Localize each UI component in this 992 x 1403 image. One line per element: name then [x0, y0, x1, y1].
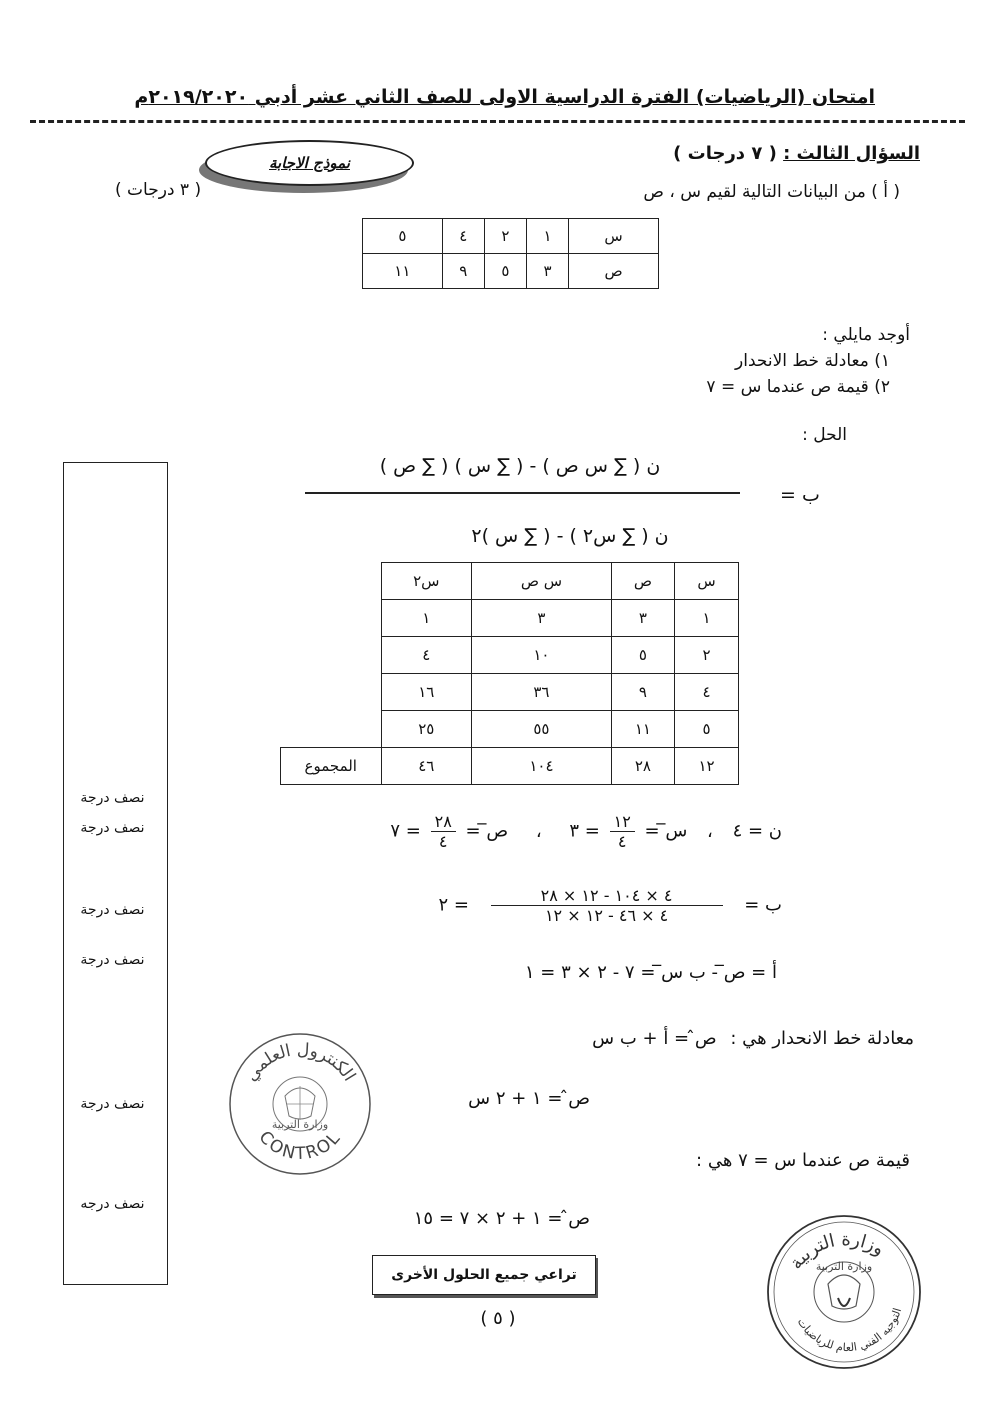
xbar-denominator: ٤	[617, 832, 627, 851]
table-cell: ١	[381, 600, 472, 637]
calc-table	[280, 562, 739, 785]
regression-specific: ص̂ = ١ + ٢ س	[468, 1088, 590, 1109]
question-title	[673, 143, 920, 164]
ministry-stamp	[762, 1210, 926, 1374]
b-rhs: = ٢	[438, 894, 469, 916]
table-cell: ٢٥	[381, 711, 472, 748]
total-label: المجموع	[281, 748, 382, 785]
header-divider	[30, 120, 965, 123]
table-header: س	[569, 219, 659, 254]
solution-label: الحل :	[802, 425, 847, 445]
ministry-stamp-top-text: وزارة التربية	[785, 1229, 889, 1274]
table-cell: ٥	[675, 711, 739, 748]
table-row	[281, 711, 739, 748]
table-header: س ص	[472, 563, 612, 600]
table-cell: ٢	[484, 219, 526, 254]
control-stamp-bottom-text: CONTROL	[254, 1127, 346, 1165]
exam-title: امتحان (الرياضيات) الفترة الدراسية الاولى للصف الثاني عشر أدبي ٢٠١٩/٢٠٢٠م	[134, 86, 875, 108]
b-calc-line	[438, 886, 782, 925]
value-label: قيمة ص عندما س = ٧ هي :	[696, 1150, 910, 1171]
xbar-rhs: = ٣	[569, 820, 600, 842]
table-cell: ١	[527, 219, 569, 254]
ybar-denominator: ٤	[438, 832, 448, 851]
data-table	[362, 218, 659, 289]
question-label: السؤال الثالث :	[783, 143, 920, 164]
tasks	[706, 322, 910, 400]
ministry-stamp-bottom-text: التوجيه الفني العام للرياضيات	[794, 1306, 905, 1355]
page-number: ( ٥ )	[480, 1308, 516, 1329]
ybar-lhs: ص̅ =	[465, 820, 509, 842]
table-row	[281, 748, 739, 785]
tasks-intro: أوجد مايلي :	[822, 325, 910, 345]
regression-label: معادلة خط الانحدار هي :	[730, 1028, 914, 1049]
value-calc: ص̂ = ١ + ٢ × ٧ = ١٥	[413, 1208, 590, 1229]
table-cell: ٤	[442, 219, 484, 254]
b-lhs: ب =	[744, 894, 782, 916]
ybar-numerator: ٢٨	[431, 812, 456, 832]
table-cell: ٣	[611, 600, 674, 637]
table-empty-cell	[281, 637, 382, 674]
answer-model-label: نموذج الاجابة	[269, 154, 350, 172]
table-cell: ١	[675, 600, 739, 637]
table-header: س٢	[381, 563, 472, 600]
mark-label: نصف درجه	[80, 1196, 145, 1212]
table-row	[281, 674, 739, 711]
table-cell: ١٢	[675, 748, 739, 785]
b-fraction	[491, 886, 723, 925]
table-cell: ١٠٤	[472, 748, 612, 785]
table-cell: ٣	[472, 600, 612, 637]
mark-label: نصف درجة	[80, 820, 145, 836]
table-cell: ٥	[611, 637, 674, 674]
xbar-fraction	[610, 812, 635, 851]
table-empty-cell	[281, 711, 382, 748]
table-empty-cell	[281, 674, 382, 711]
table-header: ص	[569, 254, 659, 289]
table-empty-cell	[281, 600, 382, 637]
table-cell: ٥٥	[472, 711, 612, 748]
regression-line	[592, 1028, 914, 1049]
table-row	[281, 600, 739, 637]
table-row	[363, 254, 659, 289]
formula-fraction-bar	[305, 492, 740, 494]
mark-label: نصف درجة	[80, 790, 145, 806]
regression-general: ص̂ = أ + ب س	[592, 1028, 717, 1049]
other-solutions-note	[372, 1255, 596, 1295]
ybar-fraction	[431, 812, 456, 851]
ybar-rhs: = ٧	[390, 820, 421, 842]
answer-model-badge	[205, 140, 414, 186]
mark-label: نصف درجة	[80, 952, 145, 968]
table-header: س	[675, 563, 739, 600]
part-a-text: ( أ ) من البيانات التالية لقيم س ، ص	[643, 182, 900, 202]
table-cell: ٩	[611, 674, 674, 711]
mark-label: نصف درجة	[80, 1096, 145, 1112]
a-calc-line: أ = ص̅ - ب س̅ = ٧ - ٢ × ٣ = ١	[524, 962, 777, 983]
control-stamp-inner-text: وزارة التربية	[271, 1118, 329, 1131]
table-cell: ٥	[363, 219, 443, 254]
table-cell: ٣	[527, 254, 569, 289]
table-cell: ٩	[442, 254, 484, 289]
xbar-numerator: ١٢	[610, 812, 635, 832]
b-numerator: ٤ × ١٠٤ - ١٢ × ٢٨	[491, 886, 723, 906]
table-cell: ٢٨	[611, 748, 674, 785]
control-stamp	[225, 1030, 375, 1178]
part-a-marks: ( ٣ درجات )	[115, 180, 202, 200]
other-solutions-text: تراعي جميع الحلول الأخرى	[391, 1267, 577, 1283]
formula-denominator: ن ( ∑ س٢ ) - ( ∑ س )٢	[471, 525, 669, 547]
table-cell: ٥	[484, 254, 526, 289]
marks-column-frame	[63, 462, 168, 1285]
table-cell: ٣٦	[472, 674, 612, 711]
n-value: ن = ٤	[732, 820, 782, 842]
means-line	[390, 812, 782, 851]
formula-b-label: ب =	[780, 484, 820, 506]
control-stamp-top-text: الكنترول العلمي	[241, 1039, 360, 1086]
b-denominator: ٤ × ٤٦ - ١٢ × ١٢	[544, 906, 669, 925]
question-marks: ( ٧ درجات )	[673, 143, 777, 164]
table-cell: ١٠	[472, 637, 612, 674]
table-row	[281, 637, 739, 674]
table-empty-cell	[281, 563, 382, 600]
task-2: ٢) قيمة ص عندما س = ٧	[706, 377, 890, 397]
ministry-stamp-graphic	[762, 1210, 926, 1374]
table-header: ص	[611, 563, 674, 600]
table-cell: ٢	[675, 637, 739, 674]
table-cell: ٤	[381, 637, 472, 674]
task-1: ١) معادلة خط الانحدار	[735, 351, 890, 371]
svg-text:CONTROL	[255, 1127, 346, 1164]
table-cell: ١١	[363, 254, 443, 289]
formula-numerator: ن ( ∑ س ص ) - ( ∑ س ) ( ∑ ص )	[379, 455, 661, 477]
separator: ،	[535, 820, 542, 842]
mark-label: نصف درجة	[80, 902, 145, 918]
table-cell: ٤٦	[381, 748, 472, 785]
table-row	[281, 563, 739, 600]
table-cell: ٤	[675, 674, 739, 711]
table-row	[363, 219, 659, 254]
table-cell: ١١	[611, 711, 674, 748]
control-stamp-graphic	[225, 1030, 375, 1178]
separator: ،	[707, 820, 713, 842]
xbar-lhs: س̅ =	[644, 820, 688, 842]
ministry-stamp-inner-text: وزارة التربية	[815, 1260, 873, 1273]
table-cell: ١٦	[381, 674, 472, 711]
